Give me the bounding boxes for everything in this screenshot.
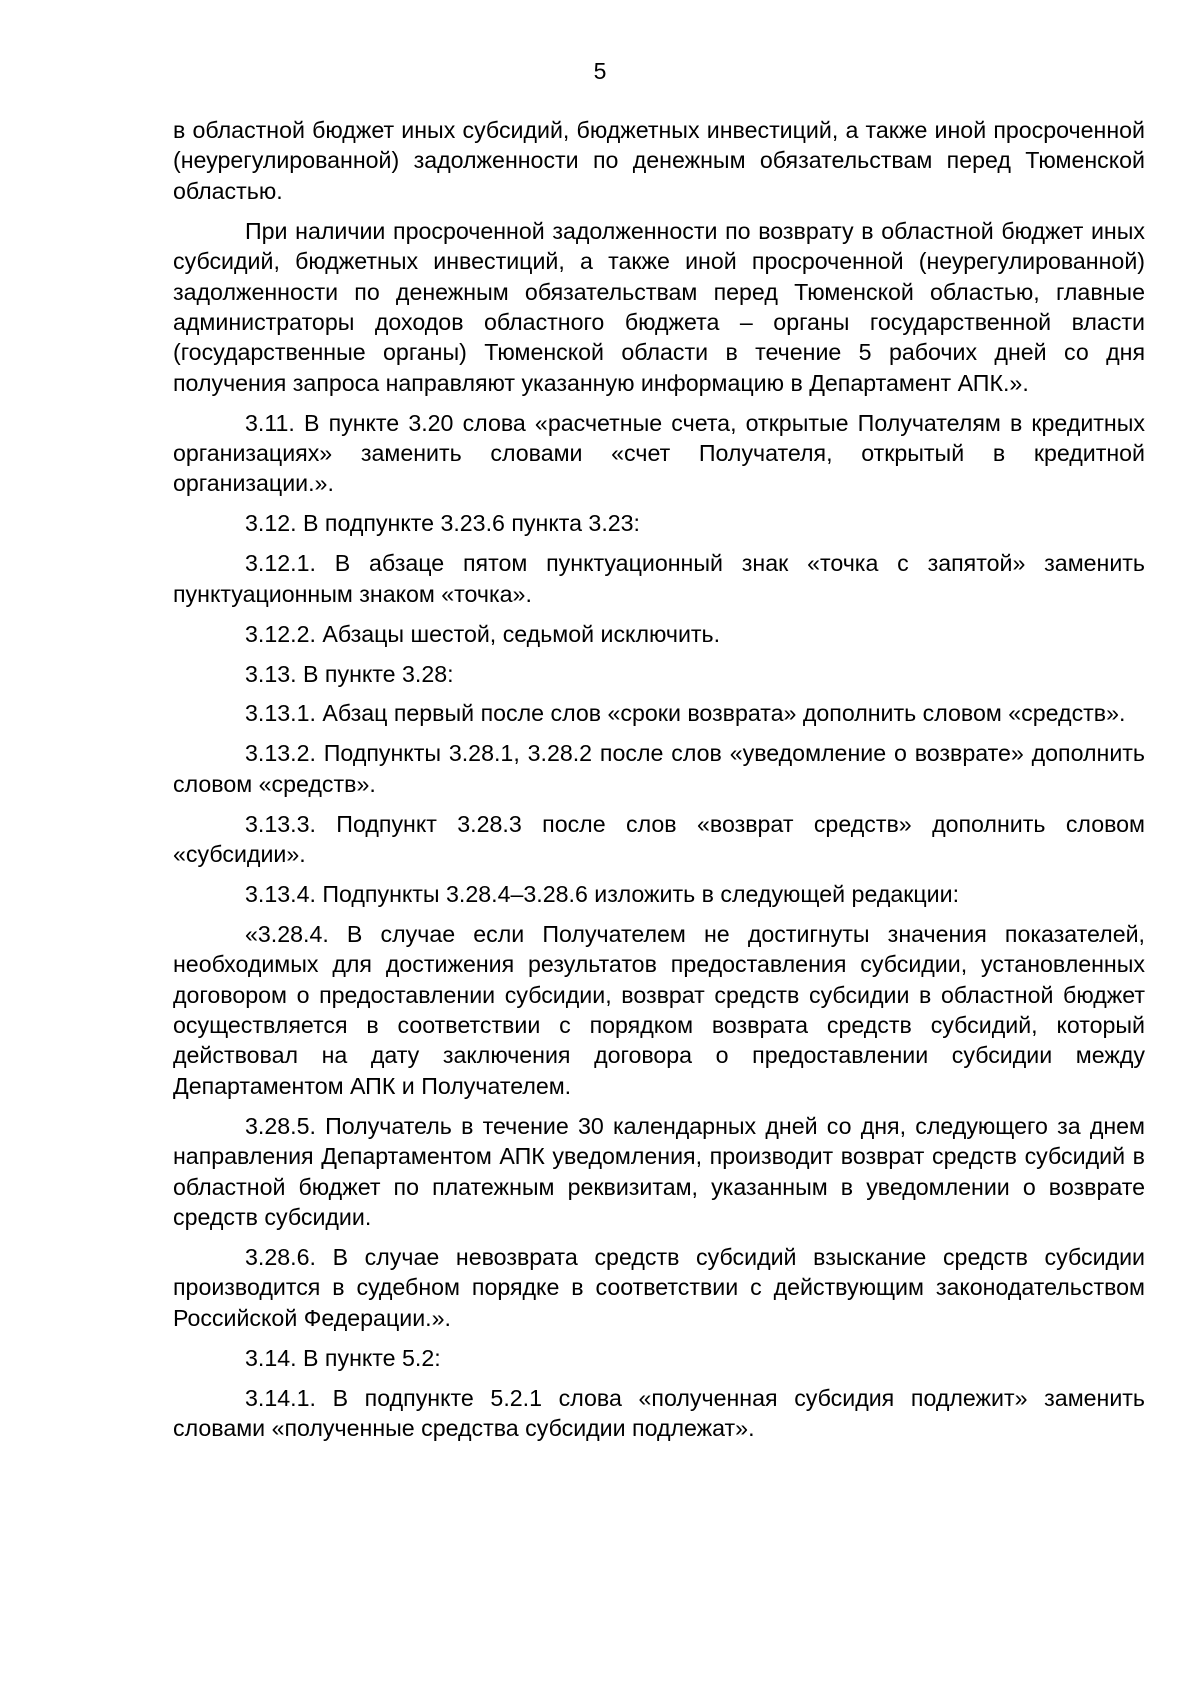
paragraph-3-13-4: 3.13.4. Подпункты 3.28.4–3.28.6 изложить в следующей редакции: xyxy=(245,880,960,907)
paragraph-3-12-2: 3.12.2. Абзацы шестой, седьмой исключить. xyxy=(245,620,721,647)
paragraph-3-11: 3.11. В пункте 3.20 слова «расчетные счета, открытые Получателям в кредитных организациях» заменить словами «счет Получателя, открытый в кредитной организации.». xyxy=(173,409,1145,497)
document-body xyxy=(173,115,1145,1453)
paragraph-3-13: 3.13. В пункте 3.28: xyxy=(245,660,454,687)
paragraph-3-13-1: 3.13.1. Абзац первый после слов «сроки возврата» дополнить словом «средств». xyxy=(245,700,1126,727)
paragraph-continuation: в областной бюджет иных субсидий, бюджетных инвестиций, а также иной просроченной (неурегулированной) задолженности по денежным обязательствам перед Тюменской областью. xyxy=(173,117,1145,204)
paragraph-3-28-6: 3.28.6. В случае невозврата средств субсидий взыскание средств субсидии производится в судебном порядке в соответствии с действующим законодательством Российской Федерации.». xyxy=(173,1243,1145,1331)
paragraph-3-14: 3.14. В пункте 5.2: xyxy=(245,1344,441,1371)
paragraph-3-14-1: 3.14.1. В подпункте 5.2.1 слова «полученная субсидия подлежит» заменить словами «полученные средства субсидии подлежат». xyxy=(173,1384,1145,1441)
paragraph-3-12: 3.12. В подпункте 3.23.6 пункта 3.23: xyxy=(245,510,640,537)
paragraph-3-13-2: 3.13.2. Подпункты 3.28.1, 3.28.2 после слов «уведомление о возврате» дополнить словом «средств». xyxy=(173,740,1145,797)
paragraph-3-13-3: 3.13.3. Подпункт 3.28.3 после слов «возврат средств» дополнить словом «субсидии». xyxy=(173,810,1145,868)
paragraph-3-12-1: 3.12.1. В абзаце пятом пунктуационный знак «точка с запятой» заменить пунктуационным знаком «точка». xyxy=(173,550,1145,607)
paragraph-3-28-4: «3.28.4. В случае если Получателем не достигнуты значения показателей, необходимых для достижения результатов предоставления субсидии, установленных договором о предоставлении субсидии, возврат средств субсидии в областной бюджет осуществляется в соответствии с порядком возврата средств субсидий, который действовал на дату заключения договора о предоставлении субсидии между Департаментом АПК и Получателем. xyxy=(173,920,1145,1099)
paragraph-3-28-5: 3.28.5. Получатель в течение 30 календарных дней со дня, следующего за днем направления Департаментом АПК уведомления, производит возврат средств субсидий в областной бюджет по платежным реквизитам, указанным в уведомлении о возврате средств субсидии. xyxy=(173,1112,1145,1230)
page-number: 5 xyxy=(593,58,607,84)
paragraph-overdue-debt: При наличии просроченной задолженности по возврату в областной бюджет иных субсидий, бюджетных инвестиций, а также иной просроченной (неурегулированной) задолженности по денежным обязательствам перед Тюменской областью, главные администраторы доходов областного бюджета – органы государственной власти (государственные органы) Тюменской области в течение 5 рабочих дней со дня получения запроса направляют указанную информацию в Департамент АПК.». xyxy=(173,217,1145,396)
